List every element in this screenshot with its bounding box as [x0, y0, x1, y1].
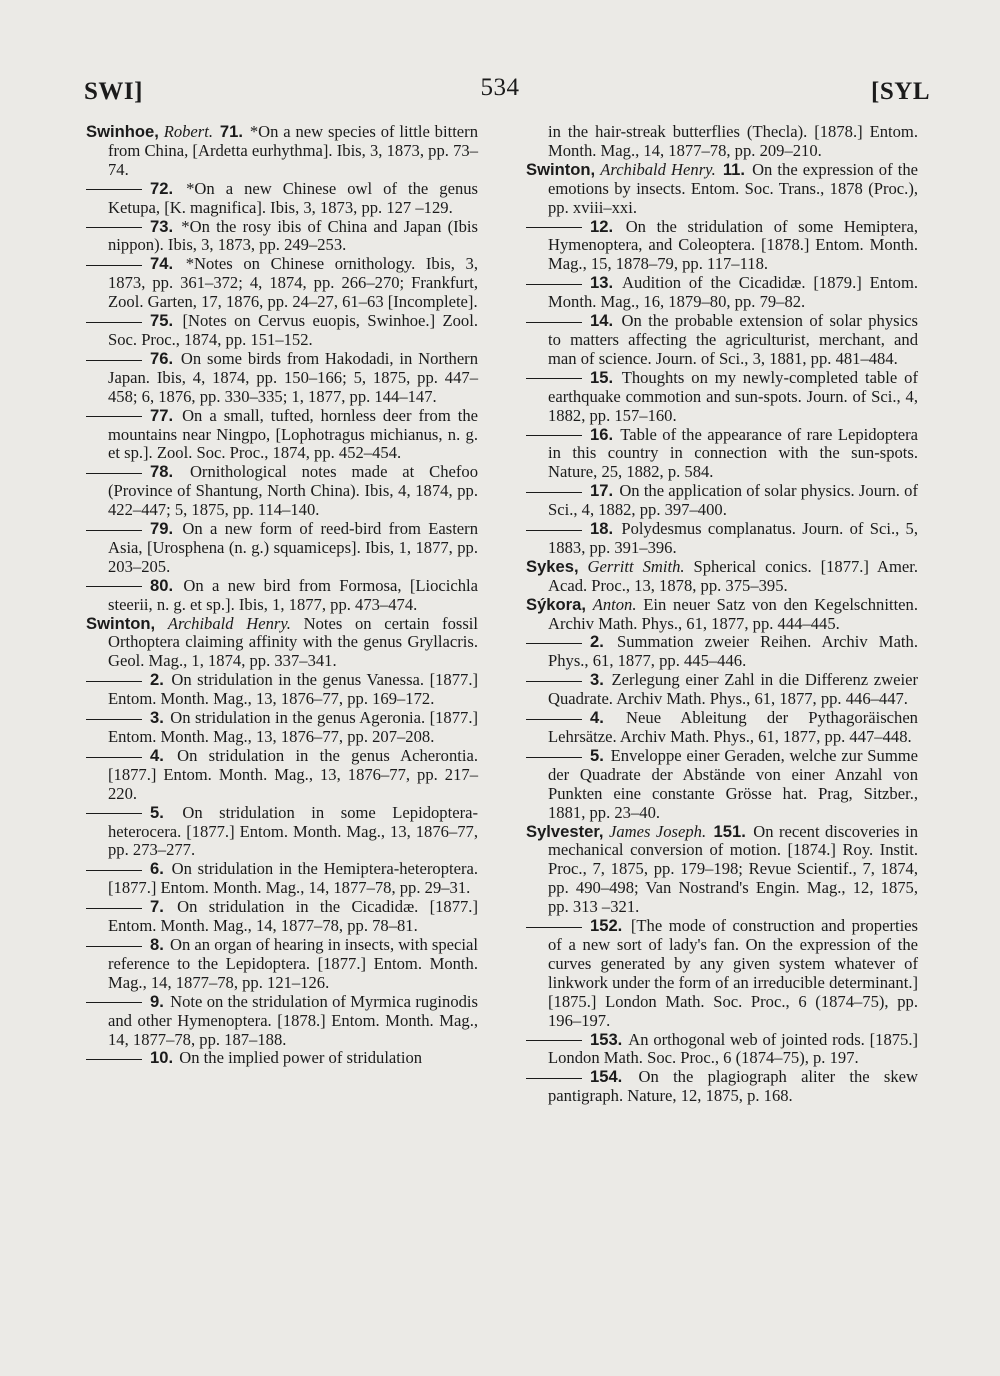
bibliography-entry: [526, 482, 918, 520]
entry-number: 2.: [590, 632, 604, 652]
entry-number: 3.: [150, 708, 164, 728]
author-given-names: Anton.: [592, 594, 637, 614]
bibliography-entry: [526, 520, 918, 558]
entry-text: On the application of solar physics. Journ. of Sci., 4, 1882, pp. 397–400.: [548, 481, 919, 520]
author-surname: Sykes,: [526, 556, 579, 576]
entry-number: 74.: [150, 254, 174, 274]
bibliography-entry: [86, 615, 478, 672]
ditto-rule: [526, 681, 582, 682]
ditto-rule: [86, 870, 142, 871]
ditto-rule: [86, 322, 142, 323]
ditto-rule: [526, 1040, 582, 1041]
entry-number: 5.: [150, 802, 164, 822]
ditto-rule: [86, 1059, 142, 1060]
ditto-rule: [526, 435, 582, 436]
ditto-rule: [526, 643, 582, 644]
entry-text: On stridulation in the genus Vanessa. [1877.] Entom. Month. Mag., 13, 1876–77, pp. 169–172.: [108, 670, 478, 709]
bibliography-entry: [526, 1031, 918, 1069]
entry-text: On stridulation in the genus Ageronia. [1877.] Entom. Month. Mag., 13, 1876–77, pp. 207–208.: [108, 708, 478, 746]
ditto-rule: [86, 473, 142, 474]
entry-text: On an organ of hearing in insects, with special reference to the Lepidoptera. [1877.] Entom. Month. Mag., 14, 1877–78, pp. 121–126.: [108, 934, 478, 992]
entry-text: On a small, tufted, hornless deer from the mountains near Ningpo, [Lophotragus michianus, n. g. et sp.]. Zool. Soc. Proc., 1874, pp. 452–454.: [108, 405, 478, 463]
running-head-left: SWI]: [84, 78, 143, 105]
ditto-rule: [526, 378, 582, 379]
entry-text: On the expression of the emotions by insects. Entom. Soc. Trans., 1878 (Proc.), pp. xviii–xxi.: [548, 159, 918, 217]
entry-text: Notes on certain fossil Orthoptera claiming affinity with the genus Gryllacris. Geol. Mag., 1, 1874, pp. 337–341.: [108, 613, 478, 671]
bibliography-entry: [86, 463, 478, 520]
left-column: [86, 123, 478, 1068]
ditto-rule: [526, 492, 582, 493]
ditto-rule: [526, 530, 582, 531]
page-number: 534: [480, 74, 520, 101]
entry-text: On the implied power of stridulation: [179, 1048, 423, 1068]
author-given-names: Robert.: [163, 122, 214, 141]
bibliography-entry: [86, 898, 478, 936]
entry-number: 7.: [150, 897, 164, 917]
ditto-rule: [526, 284, 582, 285]
bibliography-entry: [526, 1068, 918, 1106]
bibliography-entry: [526, 369, 918, 426]
entry-number: 78.: [150, 462, 174, 482]
ditto-rule: [526, 227, 582, 228]
bibliography-entry: [86, 180, 478, 218]
entry-number: 153.: [590, 1029, 623, 1049]
author-surname: Sýkora,: [526, 594, 586, 614]
entry-number: 15.: [590, 367, 614, 387]
entry-text: Ornithological notes made at Chefoo (Province of Shantung, North China). Ibis, 4, 1874, pp. 422–447; 5, 1875, pp. 114–140.: [108, 462, 478, 520]
entry-number: 154.: [590, 1067, 623, 1087]
bibliography-entry: [526, 161, 918, 218]
entry-text: Summation zweier Reihen. Archiv Math. Phys., 61, 1877, pp. 445–446.: [548, 632, 918, 671]
entry-text: *On the rosy ibis of China and Japan (Ibis nippon). Ibis, 3, 1873, pp. 249–253.: [108, 216, 478, 255]
entry-text: Audition of the Cicadidæ. [1879.] Entom. Month. Mag., 16, 1879–80, pp. 79–82.: [548, 273, 919, 312]
entry-number: 152.: [590, 916, 623, 936]
author-given-names: Gerritt Smith.: [587, 556, 685, 576]
author-given-names: James Joseph.: [608, 821, 707, 841]
right-column: [526, 123, 918, 1106]
entry-text: Table of the appearance of rare Lepidoptera in this country in connection with the sun-spots. Nature, 25, 1882, p. 584.: [548, 424, 918, 482]
bibliography-entry: [526, 123, 918, 161]
entry-text: On a new bird from Formosa, [Liocichla steerii, n. g. et sp.]. Ibis, 1, 1877, pp. 473–474.: [108, 575, 478, 614]
bibliography-entry: [86, 993, 478, 1050]
ditto-rule: [86, 189, 142, 190]
entry-number: 11.: [722, 159, 745, 179]
entry-text: [Notes on Cervus euopis, Swinhoe.] Zool. Soc. Proc., 1874, pp. 151–152.: [108, 311, 478, 349]
ditto-rule: [86, 681, 142, 682]
ditto-rule: [86, 813, 142, 814]
entry-text: On the stridulation of some Hemiptera, Hymenoptera, and Coleoptera. [1878.] Entom. Month. Mag., 15, 1878–79, pp. 117–118.: [548, 216, 918, 274]
ditto-rule: [86, 265, 142, 266]
bibliography-entry: [526, 633, 918, 671]
entry-text: *On a new Chinese owl of the genus Ketupa, [K. magnifica]. Ibis, 3, 1873, pp. 127 –129.: [108, 178, 478, 217]
ditto-rule: [86, 757, 142, 758]
entry-text: [The mode of construction and properties of a new sort of lady's fan. On the expression of the curves generated by any given system whatever of linkwork under the form of an irreducible determinant.] [1875.] London Math. Soc. Proc., 6 (1874–75), pp. 196–197.: [548, 916, 918, 1030]
ditto-rule: [526, 322, 582, 323]
entry-text: Zerlegung einer Zahl in die Differenz zweier Quadrate. Archiv Math. Phys., 61, 1877, pp. 446–447.: [548, 670, 919, 709]
ditto-rule: [86, 530, 142, 531]
ditto-rule: [86, 908, 142, 909]
entry-text: Polydesmus complanatus. Journ. of Sci., 5, 1883, pp. 391–396.: [548, 519, 919, 557]
bibliography-entry: [86, 123, 478, 180]
entry-number: 73.: [150, 216, 174, 236]
bibliography-entry: [86, 747, 478, 804]
entry-text: Neue Ableitung der Pythagoräischen Lehrsätze. Archiv Math. Phys., 61, 1877, pp. 447–448.: [548, 708, 918, 746]
ditto-rule: [86, 719, 142, 720]
entry-number: 6.: [150, 859, 164, 879]
entry-number: 71.: [219, 122, 243, 141]
bibliography-entry: [526, 917, 918, 1030]
entry-text: On stridulation in some Lepidoptera-heterocera. [1877.] Entom. Month. Mag., 13, 1876–77, pp. 273–277.: [108, 802, 478, 860]
bibliography-entry: [86, 520, 478, 577]
entry-number: 2.: [150, 670, 164, 690]
bibliography-entry: [86, 407, 478, 464]
entry-number: 12.: [590, 216, 614, 236]
author-surname: Swinhoe,: [86, 122, 159, 141]
entry-number: 4.: [150, 745, 164, 765]
entry-number: 77.: [150, 405, 174, 425]
entry-number: 13.: [590, 273, 614, 293]
ditto-rule: [526, 757, 582, 758]
bibliography-entry: [526, 709, 918, 747]
bibliography-entry: [526, 558, 918, 596]
entry-text: Ein neuer Satz von den Kegelschnitten. Archiv Math. Phys., 61, 1877, pp. 444–445.: [548, 594, 918, 633]
entry-text: On stridulation in the Hemiptera-heteroptera. [1877.] Entom. Month. Mag., 14, 1877–78, pp. 29–31.: [108, 859, 479, 898]
entry-text: On stridulation in the genus Acherontia. [1877.] Entom. Month. Mag., 13, 1876–77, pp. 217–220.: [108, 745, 479, 803]
entry-text: On recent discoveries in mechanical conversion of motion. [1874.] Roy. Instit. Proc., 7, 1875, pp. 179–198; Revue Scientif., 7, 1874, pp. 490–498; Van Nostrand's Engin. Mag., 12, 1875, pp. 313 –321.: [548, 821, 918, 917]
entry-number: 14.: [590, 311, 614, 331]
entry-number: 3.: [590, 670, 604, 690]
bibliography-entry: [526, 747, 918, 823]
bibliography-entry: [86, 936, 478, 993]
entry-number: 16.: [590, 424, 614, 444]
author-surname: Swinton,: [86, 613, 156, 633]
ditto-rule: [86, 1002, 142, 1003]
entry-number: 5.: [590, 745, 604, 765]
entry-text: *Notes on Chinese ornithology. Ibis, 3, 1873, pp. 361–372; 4, 1874, pp. 266–270; Frankfurt, Zool. Garten, 17, 1876, pp. 24–27, 61–63 [Incomplete].: [108, 254, 479, 312]
ditto-rule: [86, 227, 142, 228]
bibliography-entry: [86, 671, 478, 709]
bibliography-entry: [526, 596, 918, 634]
bibliography-entry: [526, 671, 918, 709]
author-given-names: Archibald Henry.: [600, 159, 716, 179]
ditto-rule: [86, 360, 142, 361]
ditto-rule: [86, 586, 142, 587]
bibliography-entry: [86, 1049, 478, 1068]
entry-text: *On a new species of little bittern from China, [Ardetta eurhythma]. Ibis, 3, 1873, pp. 73–74.: [108, 122, 478, 179]
author-surname: Swinton,: [526, 159, 596, 179]
entry-number: 18.: [590, 519, 614, 539]
entry-number: 4.: [590, 708, 604, 728]
bibliography-entry: [86, 709, 478, 747]
entry-number: 9.: [150, 991, 164, 1011]
entry-text: On stridulation in the Cicadidæ. [1877.] Entom. Month. Mag., 14, 1877–78, pp. 78–81.: [108, 897, 478, 936]
ditto-rule: [86, 946, 142, 947]
entry-number: 80.: [150, 575, 174, 595]
entry-text: An orthogonal web of jointed rods. [1875.] London Math. Soc. Proc., 6 (1874–75), p. 197.: [548, 1029, 919, 1068]
bibliography-entry: [526, 823, 918, 918]
bibliography-entry: [86, 218, 478, 256]
entry-number: 17.: [590, 481, 614, 501]
bibliography-entry: [526, 274, 918, 312]
bibliography-entry: [526, 312, 918, 369]
entry-number: 151.: [713, 821, 746, 841]
bibliography-entry: [86, 312, 478, 350]
entry-number: 8.: [150, 934, 164, 954]
bibliography-entry: [526, 218, 918, 275]
entry-number: 76.: [150, 348, 174, 368]
entry-text: in the hair-streak butterflies (Thecla). [1878.] Entom. Month. Mag., 14, 1877–78, pp. 209–210.: [548, 122, 918, 160]
bibliography-entry: [86, 577, 478, 615]
entry-number: 72.: [150, 178, 174, 198]
bibliography-entry: [86, 804, 478, 861]
running-head-right: [SYL: [871, 78, 930, 105]
entry-text: Spherical conics. [1877.] Amer. Acad. Proc., 13, 1878, pp. 375–395.: [548, 556, 918, 595]
entry-text: On the probable extension of solar physics to matters affecting the agriculturist, merchant, and man of science. Journ. of Sci., 3, 1881, pp. 481–484.: [548, 311, 919, 368]
author-surname: Sylvester,: [526, 821, 604, 841]
author-given-names: Archibald Henry.: [167, 613, 291, 633]
entry-number: 75.: [150, 311, 174, 331]
entry-number: 79.: [150, 519, 174, 539]
entry-text: Enveloppe einer Geraden, welche zur Summe der Quadrate der Abstände von einer Anzahl von Punkten eine constante Grösse hat. Prag, Sitzber., 1881, pp. 23–40.: [548, 745, 919, 822]
entry-text: On a new form of reed-bird from Eastern Asia, [Urosphena (n. g.) squamiceps]. Ibis, 1, 1877, pp. 203–205.: [108, 519, 478, 576]
ditto-rule: [526, 1078, 582, 1079]
bibliography-entry: [86, 255, 478, 312]
bibliography-entry: [526, 426, 918, 483]
entry-text: On the plagiograph aliter the skew pantigraph. Nature, 12, 1875, p. 168.: [548, 1067, 919, 1106]
bibliography-entry: [86, 350, 478, 407]
entry-number: 10.: [150, 1048, 174, 1068]
ditto-rule: [86, 416, 142, 417]
entry-text: Thoughts on my newly-completed table of earthquake commotion and sun-spots. Journ. of Sci., 4, 1882, pp. 157–160.: [548, 367, 918, 425]
ditto-rule: [526, 719, 582, 720]
bibliography-entry: [86, 860, 478, 898]
entry-text: On some birds from Hakodadi, in Northern Japan. Ibis, 4, 1874, pp. 150–166; 5, 1875, pp. 447–458; 6, 1876, pp. 330–335; 1, 1877, pp. 144–147.: [108, 348, 479, 406]
entry-text: Note on the stridulation of Myrmica ruginodis and other Hymenoptera. [1878.] Entom. Month. Mag., 14, 1877–78, pp. 187–188.: [108, 991, 479, 1049]
ditto-rule: [526, 927, 582, 928]
